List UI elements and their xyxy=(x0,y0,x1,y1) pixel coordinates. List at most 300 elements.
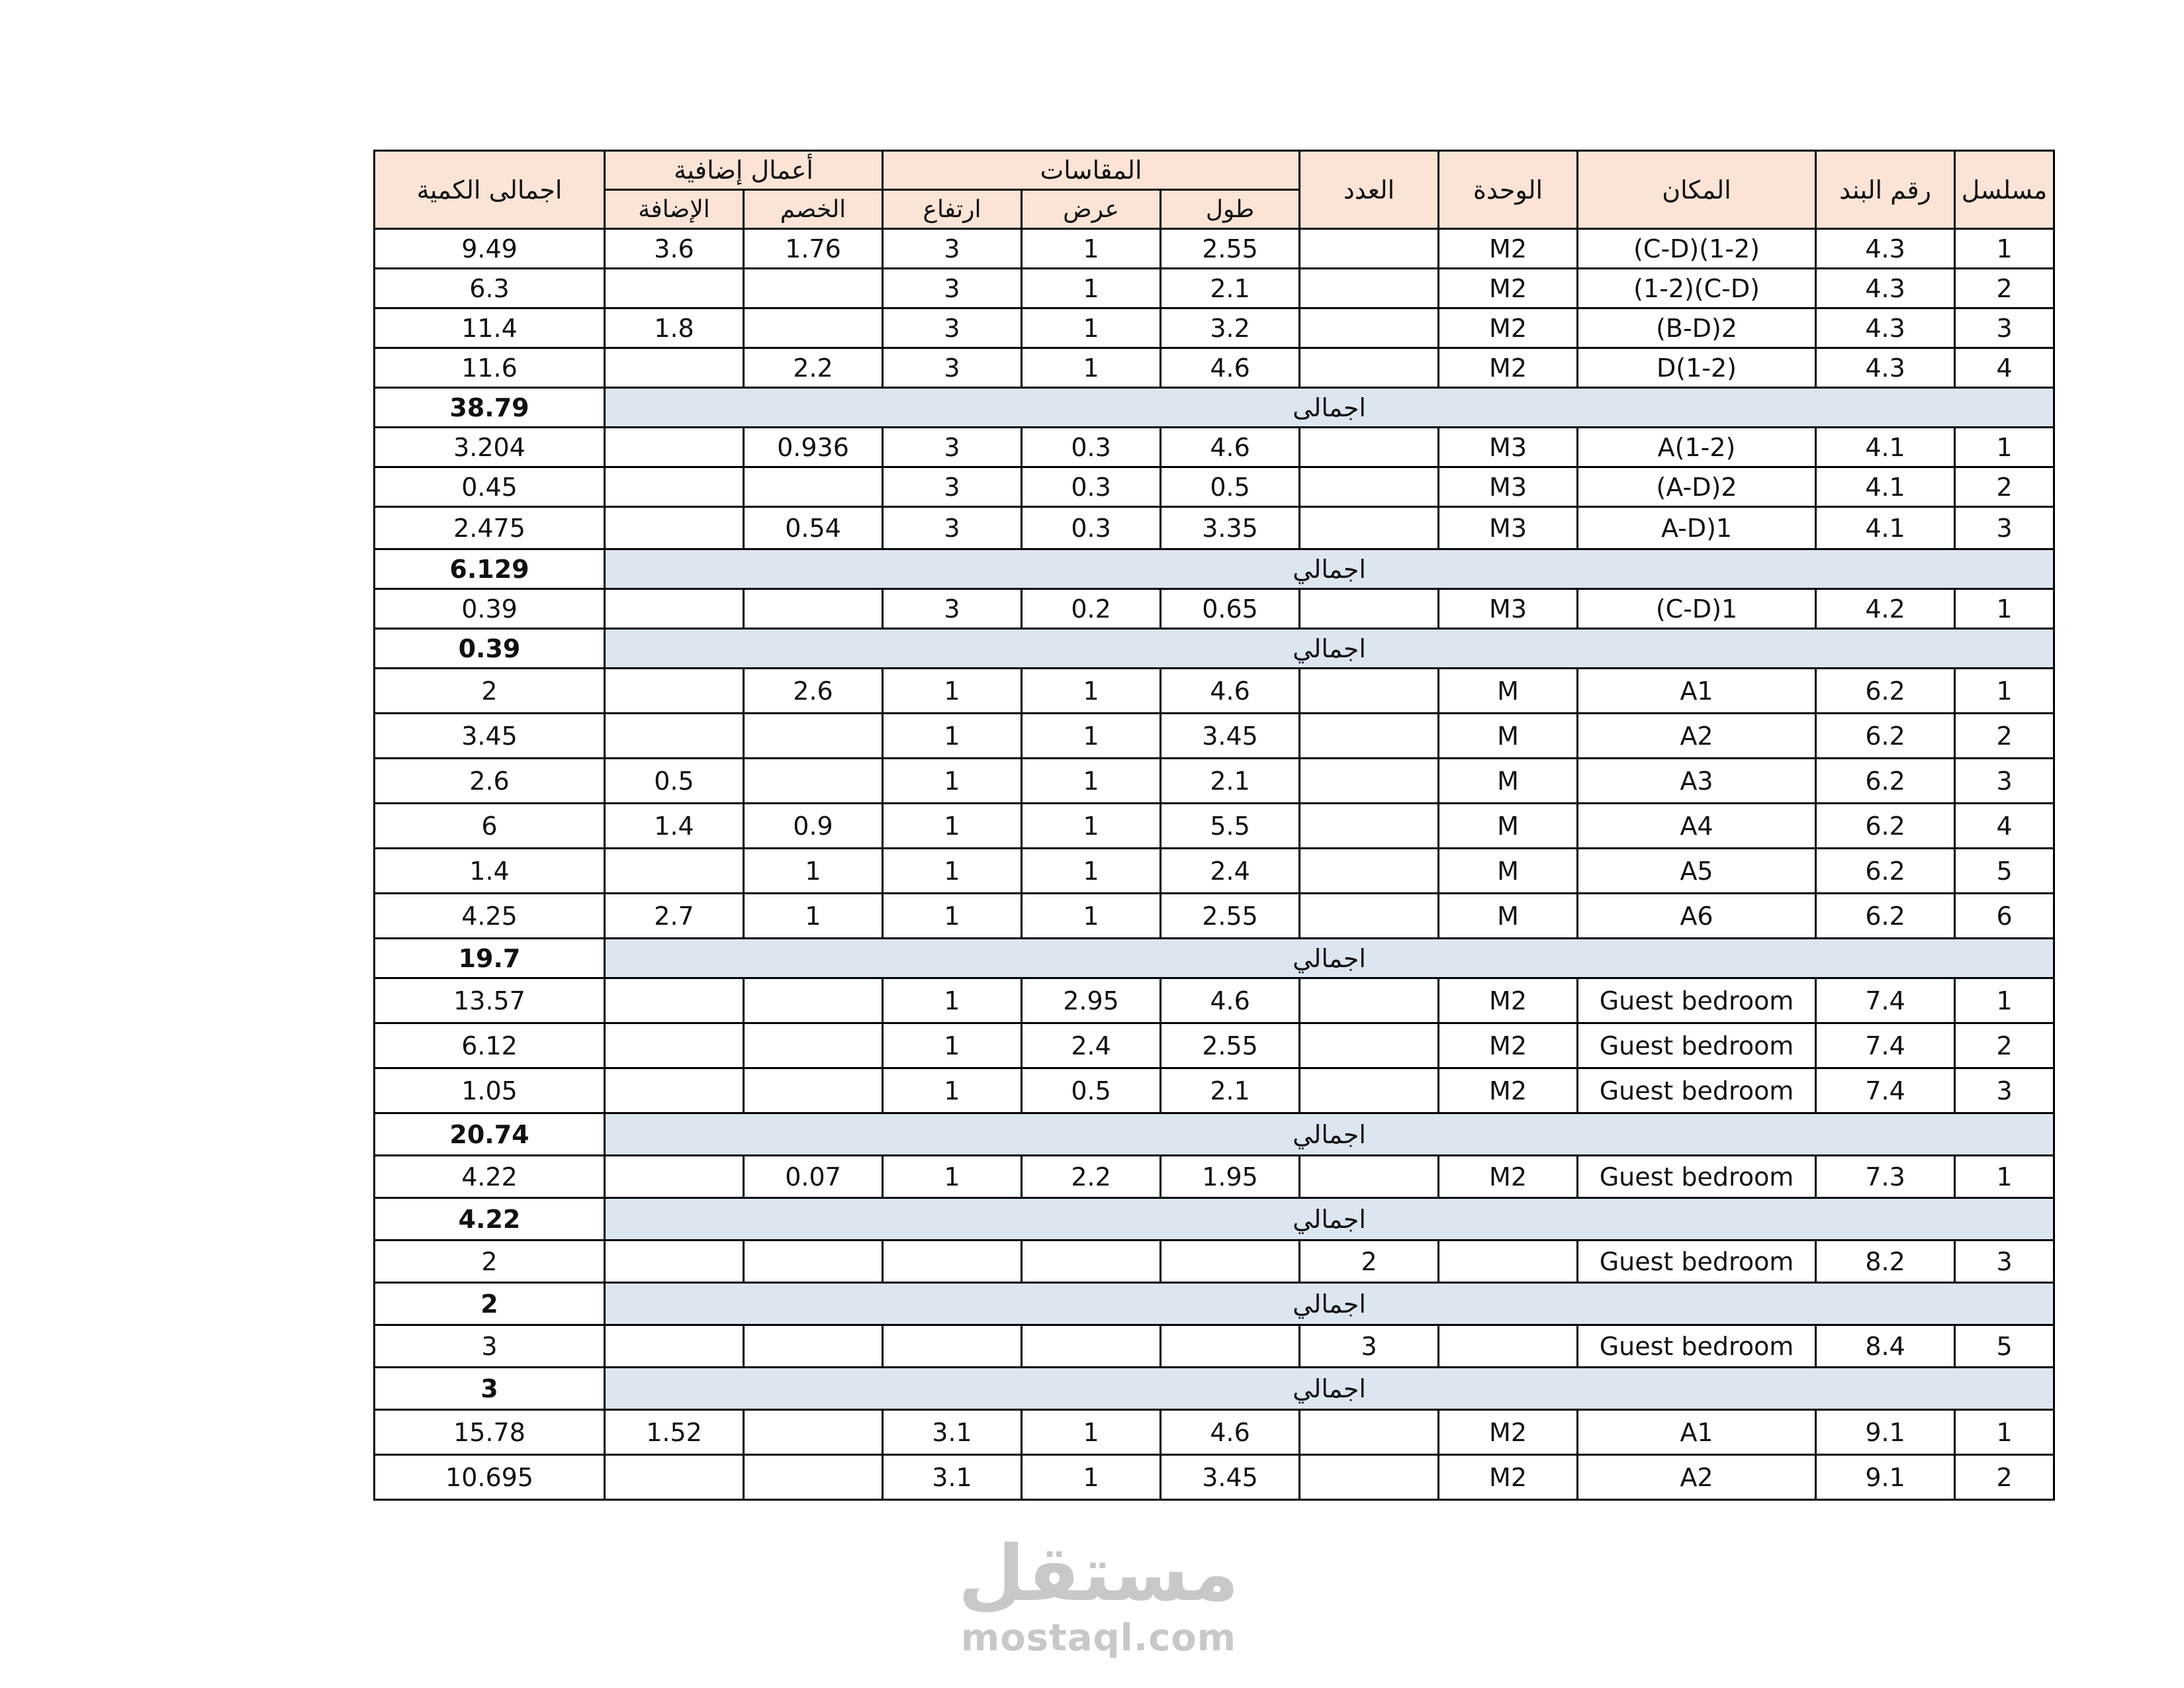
total-cell: 6 xyxy=(375,804,605,849)
count-cell xyxy=(1300,804,1439,849)
total-cell: 9.49 xyxy=(375,229,605,269)
deduction-cell xyxy=(744,978,883,1023)
place-cell: (C-D)(1-2) xyxy=(1578,269,1816,308)
subtotal-row xyxy=(375,1198,2054,1241)
header-unit: الوحدة xyxy=(1439,151,1578,229)
unit-cell: M3 xyxy=(1439,428,1578,467)
place-cell: Guest bedroom xyxy=(1578,1068,1816,1113)
length-cell: 3.35 xyxy=(1161,507,1300,549)
table-row xyxy=(375,669,2054,714)
height-cell: 3 xyxy=(883,467,1022,507)
deduction-cell xyxy=(744,759,883,804)
addition-cell: 1.8 xyxy=(605,308,744,348)
height-cell: 1 xyxy=(883,714,1022,759)
table-row xyxy=(375,759,2054,804)
width-cell: 1 xyxy=(1022,229,1161,269)
item-no-cell: 4.3 xyxy=(1816,308,1955,348)
length-cell: 0.5 xyxy=(1161,467,1300,507)
item-no-cell: 4.1 xyxy=(1816,467,1955,507)
unit-cell: M xyxy=(1439,759,1578,804)
addition-cell xyxy=(605,714,744,759)
height-cell: 3 xyxy=(883,269,1022,308)
serial-cell: 4 xyxy=(1955,348,2054,388)
width-cell: 2.95 xyxy=(1022,978,1161,1023)
deduction-cell xyxy=(744,1455,883,1500)
serial-cell: 1 xyxy=(1955,428,2054,467)
place-cell: Guest bedroom xyxy=(1578,1023,1816,1068)
table-row xyxy=(375,1455,2054,1500)
place-cell: A1 xyxy=(1578,1410,1816,1455)
width-cell: 2.4 xyxy=(1022,1023,1161,1068)
deduction-cell xyxy=(744,308,883,348)
subtotal-value: 3 xyxy=(375,1368,605,1410)
item-no-cell: 4.3 xyxy=(1816,348,1955,388)
count-cell xyxy=(1300,428,1439,467)
count-cell xyxy=(1300,1156,1439,1198)
count-cell xyxy=(1300,269,1439,308)
width-cell: 0.3 xyxy=(1022,428,1161,467)
item-no-cell: 4.3 xyxy=(1816,229,1955,269)
count-cell xyxy=(1300,714,1439,759)
table-row xyxy=(375,229,2054,269)
width-cell: 1 xyxy=(1022,669,1161,714)
serial-cell: 1 xyxy=(1955,978,2054,1023)
deduction-cell xyxy=(744,269,883,308)
header-extra-works: أعمال إضافية xyxy=(605,151,883,190)
item-no-cell: 8.2 xyxy=(1816,1241,1955,1283)
height-cell: 3 xyxy=(883,428,1022,467)
serial-cell: 5 xyxy=(1955,849,2054,894)
deduction-cell: 2.6 xyxy=(744,669,883,714)
item-no-cell: 6.2 xyxy=(1816,804,1955,849)
subtotal-value: 0.39 xyxy=(375,629,605,669)
unit-cell: M2 xyxy=(1439,348,1578,388)
total-cell: 6.3 xyxy=(375,269,605,308)
table-row xyxy=(375,804,2054,849)
place-cell: 2(A-D) xyxy=(1578,467,1816,507)
count-cell xyxy=(1300,978,1439,1023)
length-cell: 4.6 xyxy=(1161,348,1300,388)
width-cell: 0.2 xyxy=(1022,589,1161,629)
header-deduction: الخصم xyxy=(744,190,883,229)
height-cell: 1 xyxy=(883,978,1022,1023)
subtotal-value: 20.74 xyxy=(375,1113,605,1156)
subtotal-row xyxy=(375,388,2054,428)
quantities-table xyxy=(373,150,2055,1501)
deduction-cell xyxy=(744,1068,883,1113)
length-cell: 2.1 xyxy=(1161,269,1300,308)
addition-cell xyxy=(605,467,744,507)
total-cell: 3.45 xyxy=(375,714,605,759)
height-cell: 1 xyxy=(883,759,1022,804)
serial-cell: 4 xyxy=(1955,804,2054,849)
deduction-cell: 0.07 xyxy=(744,1156,883,1198)
item-no-cell: 4.2 xyxy=(1816,589,1955,629)
count-cell xyxy=(1300,894,1439,939)
unit-cell: M2 xyxy=(1439,308,1578,348)
addition-cell: 2.7 xyxy=(605,894,744,939)
unit-cell: M2 xyxy=(1439,1156,1578,1198)
count-cell xyxy=(1300,1023,1439,1068)
width-cell: 1 xyxy=(1022,269,1161,308)
count-cell xyxy=(1300,1068,1439,1113)
item-no-cell: 8.4 xyxy=(1816,1325,1955,1368)
deduction-cell: 1 xyxy=(744,849,883,894)
table-row xyxy=(375,894,2054,939)
subtotal-row xyxy=(375,1113,2054,1156)
unit-cell: M2 xyxy=(1439,1410,1578,1455)
subtotal-label: اجمالي xyxy=(605,1198,2054,1241)
length-cell: 3.2 xyxy=(1161,308,1300,348)
height-cell: 3 xyxy=(883,507,1022,549)
deduction-cell xyxy=(744,1410,883,1455)
item-no-cell: 6.2 xyxy=(1816,894,1955,939)
serial-cell: 1 xyxy=(1955,1156,2054,1198)
place-cell: A2 xyxy=(1578,714,1816,759)
addition-cell xyxy=(605,669,744,714)
table-row xyxy=(375,1325,2054,1368)
subtotal-row xyxy=(375,1283,2054,1325)
unit-cell: M3 xyxy=(1439,589,1578,629)
addition-cell xyxy=(605,1455,744,1500)
serial-cell: 3 xyxy=(1955,1068,2054,1113)
header-count: العدد xyxy=(1300,151,1439,229)
height-cell: 3 xyxy=(883,229,1022,269)
table-row xyxy=(375,1410,2054,1455)
length-cell: 5.5 xyxy=(1161,804,1300,849)
serial-cell: 2 xyxy=(1955,1455,2054,1500)
header-measurements: المقاسات xyxy=(883,151,1300,190)
place-cell: Guest bedroom xyxy=(1578,978,1816,1023)
serial-cell: 2 xyxy=(1955,714,2054,759)
addition-cell: 0.5 xyxy=(605,759,744,804)
addition-cell xyxy=(605,978,744,1023)
height-cell xyxy=(883,1325,1022,1368)
subtotal-row xyxy=(375,549,2054,589)
item-no-cell: 9.1 xyxy=(1816,1410,1955,1455)
header-place: المكان xyxy=(1578,151,1816,229)
table-body xyxy=(375,229,2054,1500)
place-cell: A(1-2) xyxy=(1578,428,1816,467)
place-cell: D(1-2) xyxy=(1578,348,1816,388)
length-cell: 4.6 xyxy=(1161,1410,1300,1455)
header-item-no: رقم البند xyxy=(1816,151,1955,229)
unit-cell: M2 xyxy=(1439,229,1578,269)
place-cell: A4 xyxy=(1578,804,1816,849)
item-no-cell: 6.2 xyxy=(1816,669,1955,714)
width-cell: 1 xyxy=(1022,308,1161,348)
unit-cell: M2 xyxy=(1439,978,1578,1023)
serial-cell: 3 xyxy=(1955,507,2054,549)
place-cell: Guest bedroom xyxy=(1578,1156,1816,1198)
total-cell: 1.05 xyxy=(375,1068,605,1113)
subtotal-row xyxy=(375,629,2054,669)
table-row xyxy=(375,467,2054,507)
unit-cell: M3 xyxy=(1439,507,1578,549)
serial-cell: 1 xyxy=(1955,669,2054,714)
addition-cell xyxy=(605,428,744,467)
mostaql-watermark xyxy=(953,1529,1244,1660)
total-cell: 2 xyxy=(375,1241,605,1283)
header-addition: الإضافة xyxy=(605,190,744,229)
serial-cell: 6 xyxy=(1955,894,2054,939)
length-cell: 2.55 xyxy=(1161,894,1300,939)
length-cell: 1.95 xyxy=(1161,1156,1300,1198)
total-cell: 13.57 xyxy=(375,978,605,1023)
length-cell: 4.6 xyxy=(1161,428,1300,467)
item-no-cell: 9.1 xyxy=(1816,1455,1955,1500)
item-no-cell: 4.1 xyxy=(1816,428,1955,467)
table-row xyxy=(375,589,2054,629)
table-row xyxy=(375,1068,2054,1113)
place-cell: A1 xyxy=(1578,669,1816,714)
width-cell: 1 xyxy=(1022,849,1161,894)
count-cell: 2 xyxy=(1300,1241,1439,1283)
width-cell: 0.3 xyxy=(1022,467,1161,507)
total-cell: 4.25 xyxy=(375,894,605,939)
height-cell: 3 xyxy=(883,348,1022,388)
total-cell: 15.78 xyxy=(375,1410,605,1455)
total-cell: 2 xyxy=(375,669,605,714)
item-no-cell: 7.4 xyxy=(1816,1023,1955,1068)
width-cell: 1 xyxy=(1022,714,1161,759)
table-row xyxy=(375,348,2054,388)
subtotal-label: اجمالي xyxy=(605,1283,2054,1325)
table-row xyxy=(375,714,2054,759)
width-cell xyxy=(1022,1325,1161,1368)
width-cell: 0.5 xyxy=(1022,1068,1161,1113)
header-serial: مسلسل xyxy=(1955,151,2054,229)
addition-cell xyxy=(605,589,744,629)
width-cell: 1 xyxy=(1022,1410,1161,1455)
addition-cell xyxy=(605,849,744,894)
deduction-cell: 1 xyxy=(744,894,883,939)
unit-cell: M2 xyxy=(1439,1068,1578,1113)
header-row-1 xyxy=(375,151,2054,190)
width-cell xyxy=(1022,1241,1161,1283)
length-cell: 2.1 xyxy=(1161,1068,1300,1113)
subtotal-value: 38.79 xyxy=(375,388,605,428)
height-cell: 3.1 xyxy=(883,1410,1022,1455)
count-cell xyxy=(1300,348,1439,388)
addition-cell: 3.6 xyxy=(605,229,744,269)
length-cell: 2.4 xyxy=(1161,849,1300,894)
height-cell: 1 xyxy=(883,1156,1022,1198)
subtotal-row xyxy=(375,1368,2054,1410)
place-cell: A5 xyxy=(1578,849,1816,894)
unit-cell: M xyxy=(1439,849,1578,894)
addition-cell xyxy=(605,1325,744,1368)
subtotal-label: اجمالي xyxy=(605,549,2054,589)
total-cell: 3 xyxy=(375,1325,605,1368)
count-cell xyxy=(1300,229,1439,269)
deduction-cell: 0.936 xyxy=(744,428,883,467)
place-cell: A2 xyxy=(1578,1455,1816,1500)
width-cell: 1 xyxy=(1022,804,1161,849)
width-cell: 1 xyxy=(1022,348,1161,388)
length-cell: 2.55 xyxy=(1161,229,1300,269)
serial-cell: 5 xyxy=(1955,1325,2054,1368)
addition-cell xyxy=(605,348,744,388)
addition-cell: 1.52 xyxy=(605,1410,744,1455)
deduction-cell xyxy=(744,589,883,629)
subtotal-label: اجمالي xyxy=(605,939,2054,978)
width-cell: 2.2 xyxy=(1022,1156,1161,1198)
place-cell: A6 xyxy=(1578,894,1816,939)
table-row xyxy=(375,978,2054,1023)
subtotal-label: اجمالي xyxy=(605,1113,2054,1156)
total-cell: 2.475 xyxy=(375,507,605,549)
height-cell: 1 xyxy=(883,1068,1022,1113)
deduction-cell xyxy=(744,1325,883,1368)
table-row xyxy=(375,428,2054,467)
addition-cell: 1.4 xyxy=(605,804,744,849)
header-height: ارتفاع xyxy=(883,190,1022,229)
height-cell: 1 xyxy=(883,669,1022,714)
unit-cell: M2 xyxy=(1439,1455,1578,1500)
subtotal-label: اجمالى xyxy=(605,388,2054,428)
addition-cell xyxy=(605,1156,744,1198)
item-no-cell: 7.4 xyxy=(1816,1068,1955,1113)
serial-cell: 3 xyxy=(1955,1241,2054,1283)
serial-cell: 1 xyxy=(1955,1410,2054,1455)
total-cell: 3.204 xyxy=(375,428,605,467)
total-cell: 0.45 xyxy=(375,467,605,507)
subtotal-value: 6.129 xyxy=(375,549,605,589)
item-no-cell: 6.2 xyxy=(1816,849,1955,894)
header-width: عرض xyxy=(1022,190,1161,229)
serial-cell: 2 xyxy=(1955,269,2054,308)
table-row xyxy=(375,1241,2054,1283)
total-cell: 2.6 xyxy=(375,759,605,804)
place-cell: 2(B-D) xyxy=(1578,308,1816,348)
count-cell xyxy=(1300,759,1439,804)
serial-cell: 3 xyxy=(1955,308,2054,348)
place-cell: (1-2)(C-D) xyxy=(1578,229,1816,269)
unit-cell: M xyxy=(1439,804,1578,849)
header-length: طول xyxy=(1161,190,1300,229)
table-row xyxy=(375,849,2054,894)
height-cell: 1 xyxy=(883,804,1022,849)
addition-cell xyxy=(605,1241,744,1283)
table-row xyxy=(375,308,2054,348)
length-cell: 3.45 xyxy=(1161,1455,1300,1500)
width-cell: 1 xyxy=(1022,894,1161,939)
place-cell: Guest bedroom xyxy=(1578,1241,1816,1283)
item-no-cell: 7.3 xyxy=(1816,1156,1955,1198)
unit-cell: M2 xyxy=(1439,269,1578,308)
place-cell: 1(A-D xyxy=(1578,507,1816,549)
unit-cell: M xyxy=(1439,714,1578,759)
count-cell xyxy=(1300,467,1439,507)
deduction-cell xyxy=(744,1241,883,1283)
deduction-cell: 1.76 xyxy=(744,229,883,269)
addition-cell xyxy=(605,507,744,549)
height-cell: 1 xyxy=(883,894,1022,939)
count-cell xyxy=(1300,308,1439,348)
subtotal-label: اجمالي xyxy=(605,1368,2054,1410)
total-cell: 6.12 xyxy=(375,1023,605,1068)
length-cell xyxy=(1161,1241,1300,1283)
header-total-qty: اجمالى الكمية xyxy=(375,151,605,229)
count-cell xyxy=(1300,1455,1439,1500)
width-cell: 1 xyxy=(1022,759,1161,804)
height-cell: 1 xyxy=(883,1023,1022,1068)
subtotal-value: 19.7 xyxy=(375,939,605,978)
total-cell: 4.22 xyxy=(375,1156,605,1198)
total-cell: 11.4 xyxy=(375,308,605,348)
subtotal-value: 4.22 xyxy=(375,1198,605,1241)
unit-cell: M xyxy=(1439,894,1578,939)
height-cell: 3.1 xyxy=(883,1455,1022,1500)
deduction-cell xyxy=(744,1023,883,1068)
length-cell: 4.6 xyxy=(1161,978,1300,1023)
width-cell: 1 xyxy=(1022,1455,1161,1500)
item-no-cell: 7.4 xyxy=(1816,978,1955,1023)
count-cell xyxy=(1300,589,1439,629)
length-cell xyxy=(1161,1325,1300,1368)
total-cell: 10.695 xyxy=(375,1455,605,1500)
unit-cell: M2 xyxy=(1439,1023,1578,1068)
subtotal-label: اجمالي xyxy=(605,629,2054,669)
serial-cell: 3 xyxy=(1955,759,2054,804)
place-cell: A3 xyxy=(1578,759,1816,804)
height-cell xyxy=(883,1241,1022,1283)
length-cell: 4.6 xyxy=(1161,669,1300,714)
table-row xyxy=(375,1156,2054,1198)
height-cell: 3 xyxy=(883,308,1022,348)
place-cell: 1(C-D) xyxy=(1578,589,1816,629)
watermark-logo: مستقل xyxy=(958,1529,1240,1618)
serial-cell: 1 xyxy=(1955,589,2054,629)
item-no-cell: 4.3 xyxy=(1816,269,1955,308)
table-row xyxy=(375,507,2054,549)
total-cell: 11.6 xyxy=(375,348,605,388)
unit-cell xyxy=(1439,1241,1578,1283)
height-cell: 3 xyxy=(883,589,1022,629)
deduction-cell: 0.9 xyxy=(744,804,883,849)
item-no-cell: 4.1 xyxy=(1816,507,1955,549)
serial-cell: 1 xyxy=(1955,229,2054,269)
width-cell: 0.3 xyxy=(1022,507,1161,549)
unit-cell: M3 xyxy=(1439,467,1578,507)
addition-cell xyxy=(605,1068,744,1113)
addition-cell xyxy=(605,1023,744,1068)
addition-cell xyxy=(605,269,744,308)
place-cell: Guest bedroom xyxy=(1578,1325,1816,1368)
length-cell: 3.45 xyxy=(1161,714,1300,759)
table-row xyxy=(375,269,2054,308)
length-cell: 2.55 xyxy=(1161,1023,1300,1068)
item-no-cell: 6.2 xyxy=(1816,714,1955,759)
deduction-cell xyxy=(744,714,883,759)
deduction-cell: 2.2 xyxy=(744,348,883,388)
watermark-site: mostaql.com xyxy=(960,1617,1237,1660)
subtotal-value: 2 xyxy=(375,1283,605,1325)
total-cell: 1.4 xyxy=(375,849,605,894)
length-cell: 2.1 xyxy=(1161,759,1300,804)
unit-cell: M xyxy=(1439,669,1578,714)
serial-cell: 2 xyxy=(1955,467,2054,507)
deduction-cell: 0.54 xyxy=(744,507,883,549)
count-cell xyxy=(1300,669,1439,714)
count-cell xyxy=(1300,1410,1439,1455)
length-cell: 0.65 xyxy=(1161,589,1300,629)
total-cell: 0.39 xyxy=(375,589,605,629)
serial-cell: 2 xyxy=(1955,1023,2054,1068)
deduction-cell xyxy=(744,467,883,507)
height-cell: 1 xyxy=(883,849,1022,894)
